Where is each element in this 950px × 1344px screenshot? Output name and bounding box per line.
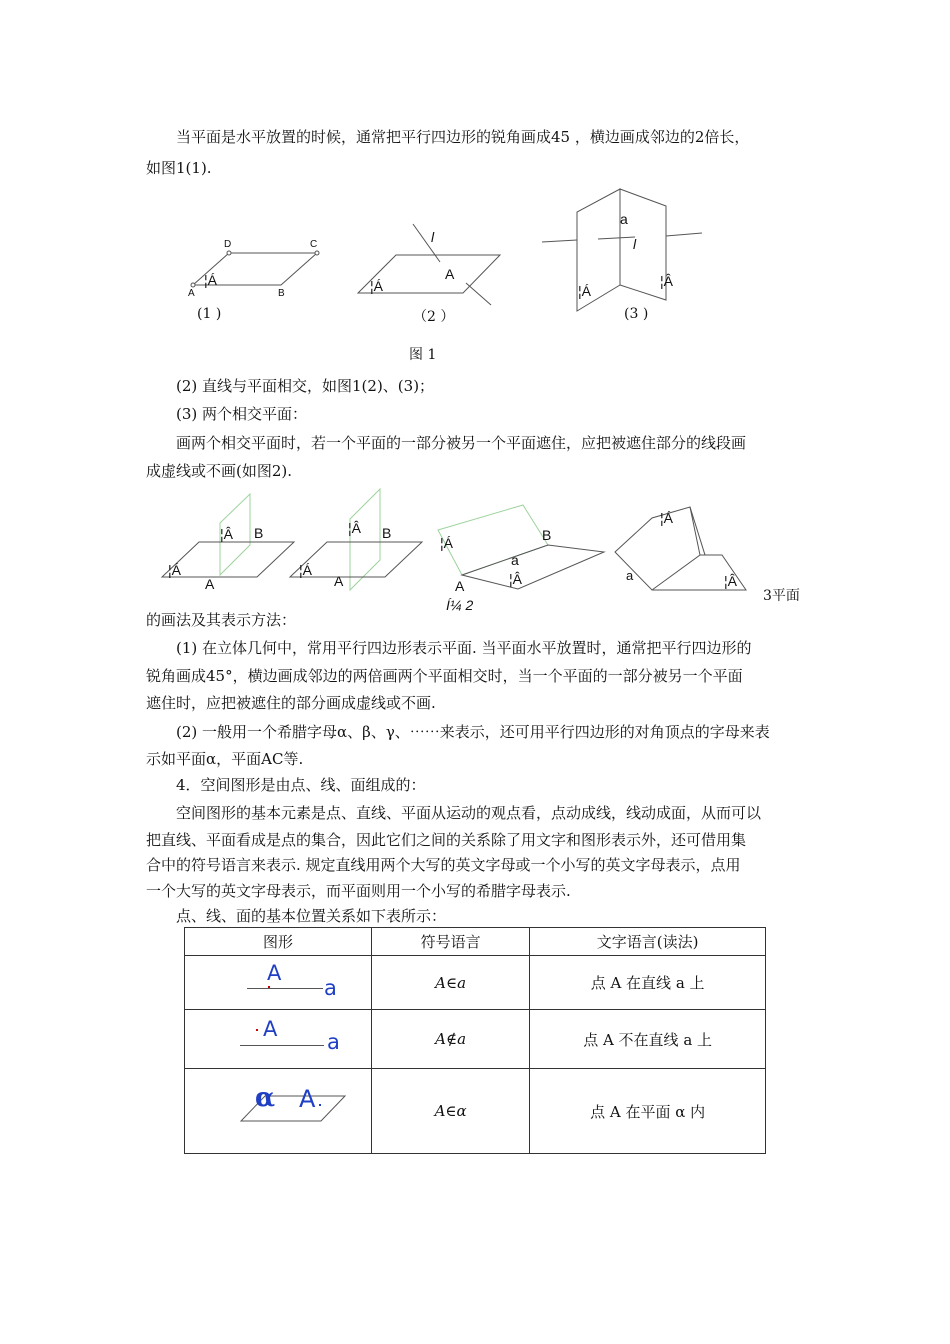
table-row: [185, 1069, 766, 1154]
line-label: a: [327, 1030, 340, 1054]
fig2-p2-A: A: [334, 573, 344, 589]
item-text-1: 画两个相交平面时，若一个平面的一部分被另一个平面遮住，应把被遮住部分的线段画: [176, 434, 747, 452]
line-a: [247, 988, 323, 989]
fig2-p1-alpha-plane: [162, 542, 294, 577]
figure-cell: [185, 956, 372, 1010]
fig2-p3-B: B: [542, 527, 552, 543]
intro-line-2: 如图1(1).: [146, 159, 212, 177]
symbol-cell: A∉a: [372, 1010, 530, 1069]
section4-line-1: 空间图形的基本元素是点、直线、平面从运动的观点看，点动成线，线动成面，从而可以: [176, 804, 762, 822]
fig2-p1-A: A: [205, 576, 215, 592]
intro-line-1: 当平面是水平放置的时候，通常把平行四边形的锐角画成45 ，横边画成邻边的2倍长，: [176, 128, 750, 146]
fig1-label-B: B: [278, 288, 285, 299]
fig2-p1-B: B: [254, 525, 264, 541]
method-line-6: 示如平面α，平面AC等.: [146, 750, 304, 768]
fig2-p3-beta: ¦Â: [509, 571, 522, 587]
figure-cell: [185, 1069, 372, 1154]
fig1-3-label-a: a: [620, 211, 628, 227]
header-figure: 图形: [185, 928, 372, 956]
plane-figure: [185, 1069, 371, 1153]
table-header-row: [185, 928, 766, 956]
text-cell: 点 A 不在直线 a 上: [530, 1010, 766, 1069]
section4-line-4: 一个大写的英文字母表示，而平面则用一个小写的希腊字母表示.: [146, 882, 571, 900]
fig1-label-D: D: [224, 239, 232, 250]
fig2-p2-beta-plane: [350, 489, 380, 590]
method-line-3: 锐角画成45°，横边画成邻边的两倍画两个平面相交时，当一个平面的一部分被另一个平面: [146, 667, 743, 685]
fig1-caption: 图 1: [409, 347, 437, 363]
fig2-p1-alpha: ¦Á: [168, 562, 181, 578]
fig1-2-label-A: A: [445, 266, 455, 282]
fig2-p1-beta: ¦Â: [220, 526, 233, 542]
fig2-caption: Í¼ 2: [446, 597, 474, 613]
point-label: A: [263, 1017, 278, 1041]
fig2-p4-beta: ¦Â: [724, 573, 737, 589]
point-dot: [256, 1029, 258, 1031]
fig1-sub2-caption: （2 ）: [413, 309, 455, 325]
header-text: 文字语言(读法): [530, 928, 766, 956]
section4-title: 4．空间图形是由点、线、面组成的：: [176, 776, 426, 794]
text-cell: 点 A 在直线 a 上: [530, 956, 766, 1010]
section4-line-3: 合中的符号语言来表示. 规定直线用两个大写的英文字母或一个小写的英文字母表示，点用: [146, 856, 741, 874]
item-2: (2) 直线与平面相交，如图1(2)、(3)；: [176, 377, 435, 395]
fig2-p3-alpha-plane: [462, 545, 604, 589]
fig2-p3-A: A: [455, 578, 465, 594]
point-label: A: [267, 961, 282, 985]
plane-label: α: [255, 1083, 276, 1113]
item-text-2: 成虚线或不画(如图2).: [146, 462, 293, 480]
section4-line-5: 点、线、面的基本位置关系如下表所示：: [176, 907, 447, 925]
line-label: a: [324, 976, 337, 1000]
fig1-sub3-caption: (3 ): [624, 306, 649, 322]
fig2-p2-B: B: [382, 525, 392, 541]
symbol-cell: A∈α: [372, 1069, 530, 1154]
point-dot: [319, 1104, 321, 1106]
fig1-3-beta-symbol: ¦Â: [660, 273, 673, 289]
text-cell: 点 A 在平面 α 内: [530, 1069, 766, 1154]
table-row: [185, 956, 766, 1010]
point-dot: [268, 986, 270, 988]
fig1-sub1-caption: (1 ): [197, 306, 222, 322]
method-line-4: 遮住时，应把被遮住的部分画成虚线或不画.: [146, 694, 436, 712]
fig2-tail-text: 3平面: [763, 588, 800, 604]
relation-table: [184, 927, 766, 1154]
method-line-2: (1) 在立体几何中，常用平行四边形表示平面. 当平面水平放置时，通常把平行四边形的: [176, 639, 752, 657]
figure-cell: [185, 1010, 372, 1069]
fig1-label-C: C: [310, 239, 318, 250]
fig2-p4-alpha: ¦Á: [660, 510, 673, 526]
fig2-p2-alpha: ¦Á: [299, 562, 312, 578]
section4-line-2: 把直线、平面看成是点的集合，因此它们之间的关系除了用文字和图形表示外，还可借用集: [146, 831, 747, 849]
fig1-3-label-l: l: [633, 236, 637, 252]
symbol-cell: A∈a: [372, 956, 530, 1010]
fig1-2-plane-symbol: ¦Á: [370, 278, 383, 294]
line-a: [240, 1045, 324, 1046]
table-row: [185, 1010, 766, 1069]
header-symbol: 符号语言: [372, 928, 530, 956]
item-3: (3) 两个相交平面：: [176, 405, 308, 423]
fig1-3-alpha-symbol: ¦Á: [578, 283, 591, 299]
fig1-2-label-l: l: [431, 229, 435, 245]
fig2-p3-a: a: [511, 552, 519, 568]
method-line-1: 的画法及其表示方法：: [146, 611, 297, 629]
fig2-p3-alpha: ¦Á: [440, 535, 453, 551]
point-label: A: [299, 1085, 316, 1113]
fig1-plane-symbol: ¦Á: [204, 272, 217, 288]
method-line-5: (2) 一般用一个希腊字母α、β、γ、⋯⋯来表示，还可用平行四边形的对角顶点的字母来表: [176, 723, 770, 741]
fig1-label-A: A: [188, 288, 195, 299]
fig2-p4-a: a: [626, 568, 634, 583]
fig2-p2-beta: ¦Â: [348, 520, 361, 536]
